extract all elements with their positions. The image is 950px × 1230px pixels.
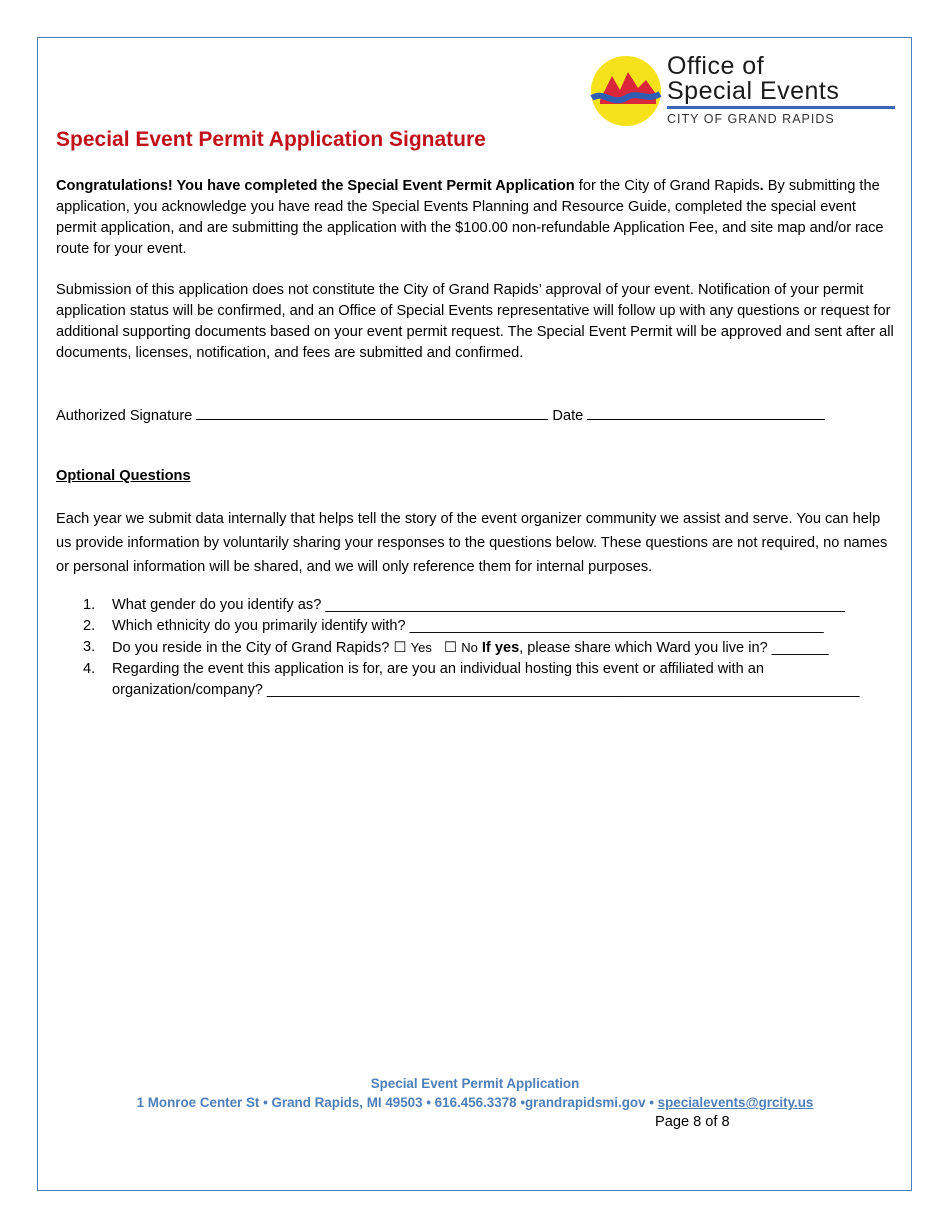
question-item xyxy=(83,637,883,659)
intro-bold-dot: . xyxy=(759,178,764,194)
no-checkbox[interactable]: ☐ xyxy=(444,640,458,656)
footer-email-link[interactable]: specialevents@grcity.us xyxy=(657,1095,814,1110)
question-number: 2. xyxy=(83,618,96,634)
submission-note: Submission of this application does not constitute the City of Grand Rapids’ approval of your event. Notification of your permit application status will be confirmed, and an Office of Special Events representative will follow up with any questions or request for additional supporting documents based on your event permit request. The Special Event Permit will be approved and sent after all documents, licenses, notification, and fees are submitted and confirmed. xyxy=(56,282,894,361)
page-title: Special Event Permit Application Signature xyxy=(56,128,486,151)
question-number: 4. xyxy=(83,661,96,677)
question-ethnicity[interactable]: Which ethnicity do you primarily identify with? ___________________________________________________ xyxy=(112,618,824,634)
signature-label: Authorized Signature xyxy=(56,408,193,424)
signature-line xyxy=(56,405,825,424)
if-yes-label: If yes xyxy=(481,640,520,656)
office-of-special-events-logo xyxy=(590,54,900,130)
intro-text-a: for the City of Grand Rapids xyxy=(574,178,760,194)
footer-address: 1 Monroe Center St • Grand Rapids, MI 49503 • 616.456.3378 •grandrapidsmi.gov • xyxy=(136,1095,658,1110)
logo-line-1: Office of xyxy=(667,52,765,80)
optional-intro: Each year we submit data internally that helps tell the story of the event organizer community we assist and serve. You can help us provide information by voluntarily sharing your responses to the questions below. These questions are not required, no names or personal information will be shared, and we will only reference them for internal purposes. xyxy=(56,511,888,575)
logo-line-2: Special Events xyxy=(667,77,840,105)
question-number: 1. xyxy=(83,597,96,613)
intro-text-b: By submitting the application, you acknowledge you have read the Special Events Planning and Resource Guide, completed the special event permit application, and are submitting the application with the $100.00 non-refundable Application Fee, and site map and/or race route for your event. xyxy=(56,178,884,257)
logo-rule xyxy=(667,106,895,109)
date-label: Date xyxy=(552,408,584,424)
question-gender[interactable]: What gender do you identify as? ________________________________________________________________ xyxy=(112,597,845,613)
optional-questions-list xyxy=(83,595,883,701)
question-residence-text: Do you reside in the City of Grand Rapids? xyxy=(112,640,394,656)
intro-paragraph xyxy=(56,176,896,260)
date-field[interactable] xyxy=(587,405,825,420)
question-item xyxy=(83,659,883,701)
logo-line-3: CITY OF GRAND RAPIDS xyxy=(667,112,835,126)
question-number: 3. xyxy=(83,639,96,655)
page-number: Page 8 of 8 xyxy=(655,1114,730,1130)
optional-questions-heading: Optional Questions xyxy=(56,468,191,484)
footer-contact xyxy=(0,1095,950,1110)
logo-emblem-icon xyxy=(590,54,662,128)
signature-field[interactable] xyxy=(196,405,548,420)
yes-label: Yes xyxy=(410,640,432,655)
no-label: No xyxy=(461,640,478,655)
ward-question[interactable]: , please share which Ward you live in? _______ xyxy=(519,640,829,656)
question-item xyxy=(83,595,883,616)
intro-bold-lead: Congratulations! You have completed the Special Event Permit Application xyxy=(56,178,575,194)
question-item xyxy=(83,616,883,637)
footer-title: Special Event Permit Application xyxy=(370,1076,580,1091)
question-affiliation[interactable]: Regarding the event this application is for, are you an individual hosting this event or affiliated with an organization/company? _________________________________________________________________________ xyxy=(112,661,860,698)
question-residence xyxy=(112,637,883,659)
yes-checkbox[interactable]: ☐ xyxy=(393,640,407,656)
